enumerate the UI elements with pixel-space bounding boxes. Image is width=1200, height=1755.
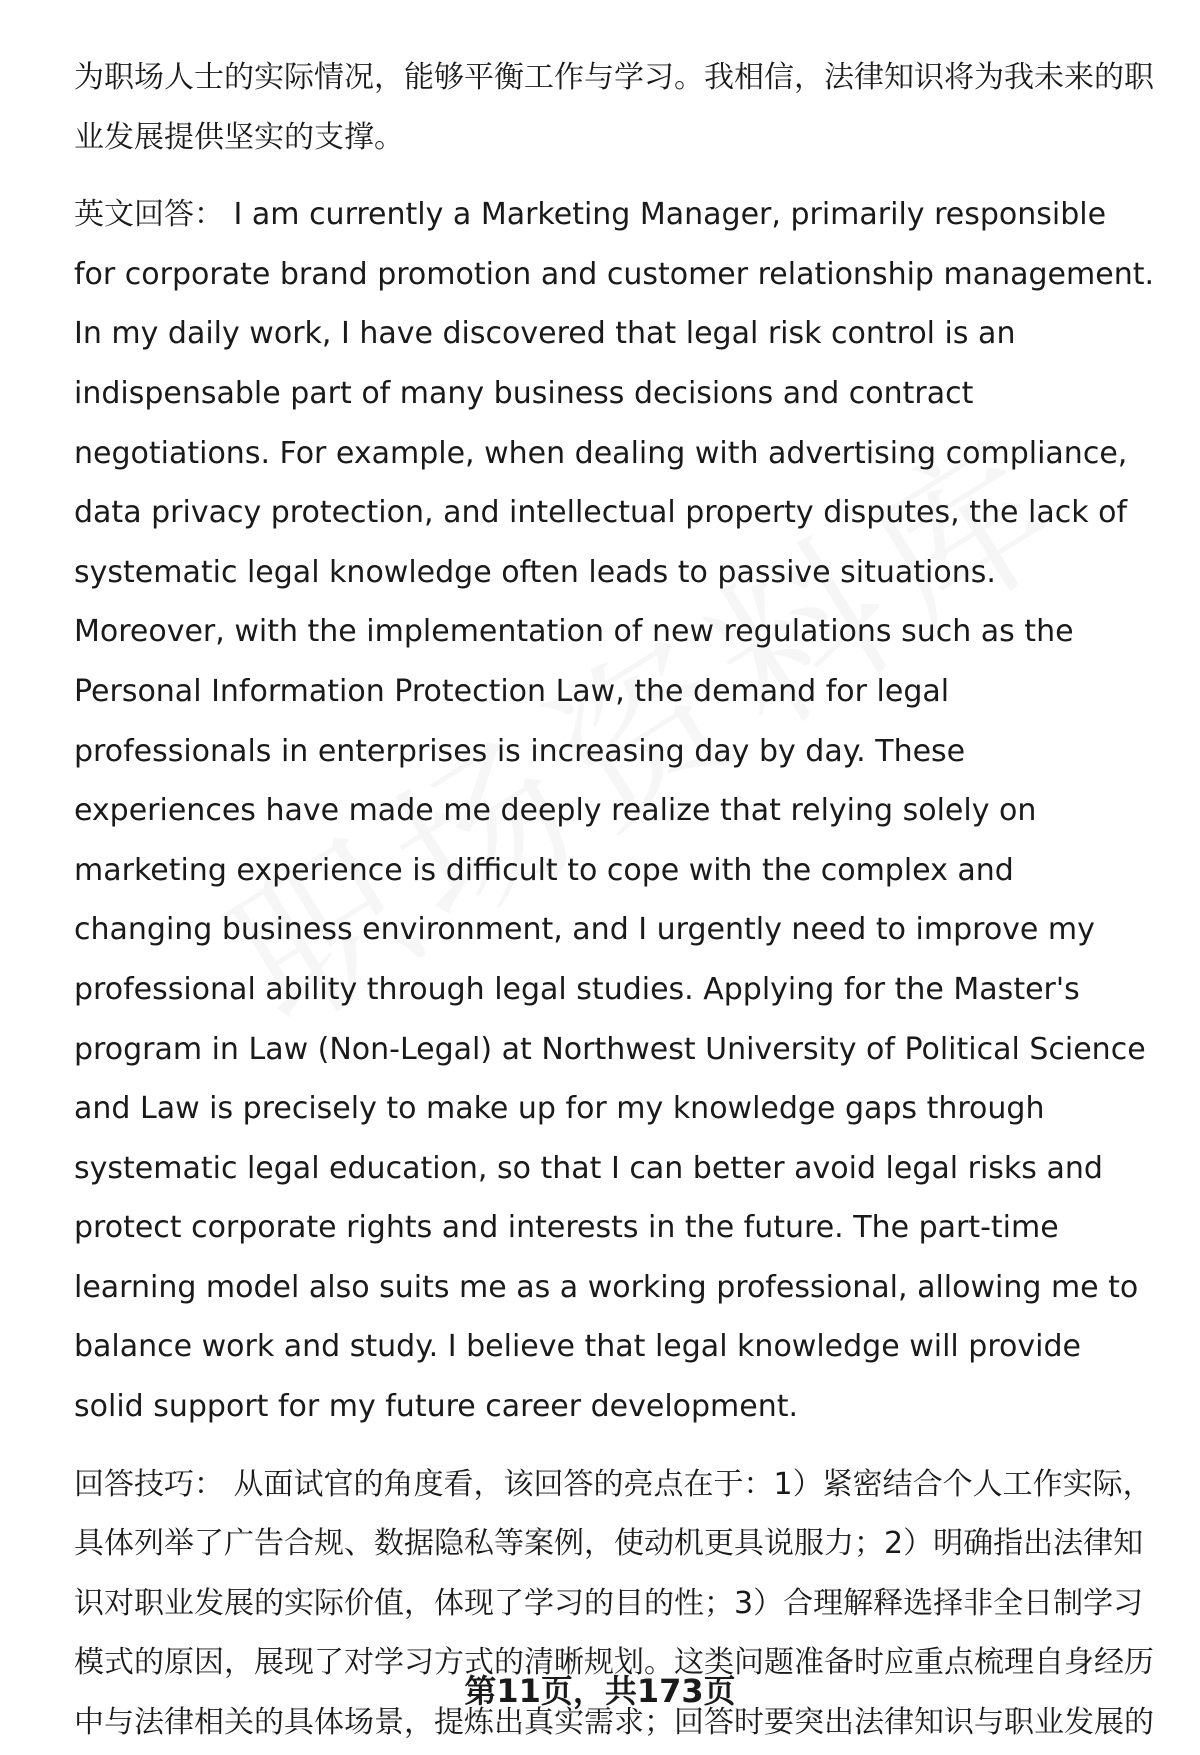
paragraph-spacer (74, 167, 1154, 185)
english-answer-label: 英文回答： (74, 197, 224, 233)
document-body (74, 48, 1154, 1753)
intro-paragraph: 为职场人士的实际情况，能够平衡工作与学习。我相信，法律知识将为我未来的职业发展提供坚实的支撑。 (74, 60, 1154, 155)
english-answer-text: I am currently a Marketing Manager, primarily responsible for corporate brand promotion and customer relationship management. In my daily work, I have discovered that legal risk control is an indispensable part of many business decisions and contract negotiations. For example, when dealing with advertising compliance, data privacy protection, and intellectual property disputes, the lack of systematic legal knowledge often leads to passive situations. Moreover, with the implementation of new regulations such as the Personal Information Protection Law, the demand for legal professionals in enterprises is increasing day by day. These experiences have made me deeply realize that relying solely on marketing experience is difficult to cope with the complex and changing business environment, and I urgently need to improve my professional ability through legal studies. Applying for the Master's program in Law (Non-Legal) at Northwest University of Political Science and Law is precisely to make up for my knowledge gaps through systematic legal education, so that I can better avoid legal risks and protect corporate rights and interests in the future. The part-time learning model also suits me as a working professional, allowing me to balance work and study. I believe that legal knowledge will provide solid support for my future career development. (74, 197, 1154, 1425)
page-number-footer: 第11页，共173页 (464, 1672, 736, 1710)
paragraph-spacer (74, 1437, 1154, 1455)
english-answer-paragraph (74, 185, 1154, 1436)
answer-tips-text: 从面试官的角度看，该回答的亮点在于：1）紧密结合个人工作实际，具体列举了广告合规、数据隐私等案例，使动机更具说服力；2）明确指出法律知识对职业发展的实际价值，体现了学习的目的性；3）合理解释选择非全日制学习模式的原因，展现了对学习方式的清晰规划。这类问题准备时应重点梳理自身经历中与法律相关的具体场景，提炼出真实需求；回答时要突出法律知识与职业发展的 (74, 1466, 1154, 1741)
answer-tips-label: 回答技巧： (74, 1466, 224, 1502)
